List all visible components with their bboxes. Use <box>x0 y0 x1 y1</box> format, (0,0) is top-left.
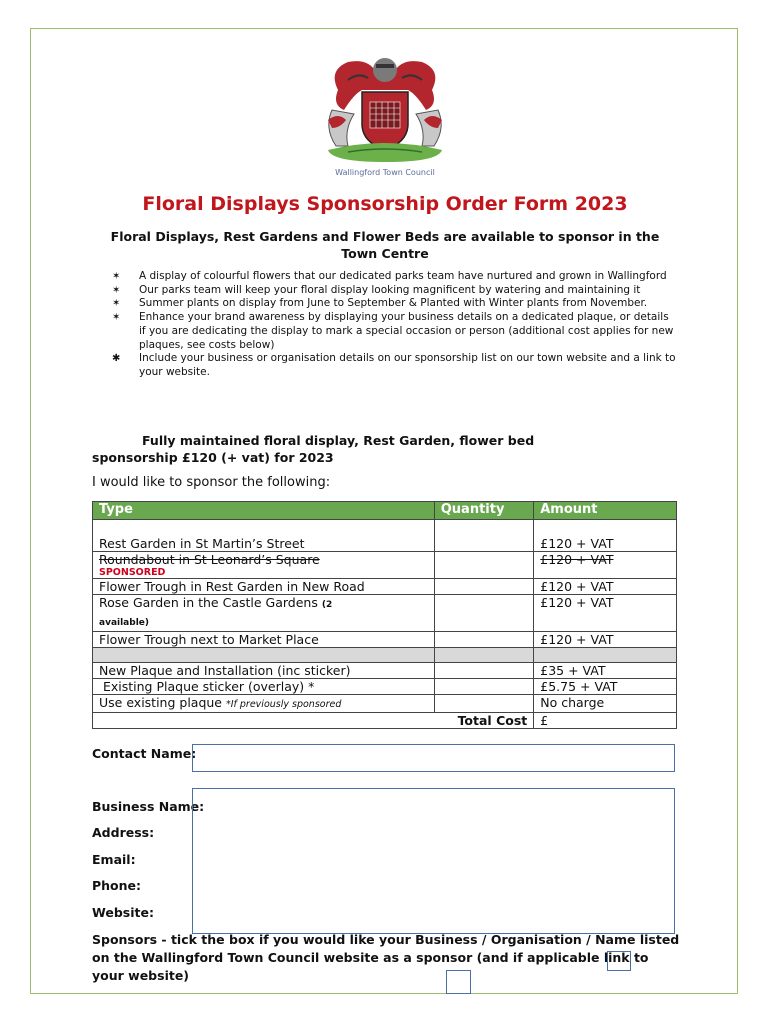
total-cost-label: Total Cost <box>93 713 534 729</box>
asterisk-bullet-icon: ✶ <box>112 312 121 324</box>
council-crest-logo <box>318 50 452 168</box>
table-row: Flower Trough in Rest Garden in New Road £120 + VAT <box>93 579 677 595</box>
table-row: Existing Plaque sticker (overlay) * £5.75 + VAT <box>93 679 677 695</box>
website-link-checkbox[interactable] <box>446 970 471 994</box>
benefits-list <box>110 270 676 380</box>
quantity-cell[interactable] <box>434 695 534 713</box>
page-subtitle: Floral Displays, Rest Gardens and Flower Beds are available to sponsor in the Town Centre <box>110 229 660 261</box>
quantity-column-header: Quantity <box>434 502 534 520</box>
intro-text: I would like to sponsor the following: <box>92 475 331 490</box>
quantity-cell[interactable] <box>434 663 534 679</box>
asterisk-bullet-icon: ✶ <box>112 298 121 310</box>
phone-label: Phone: <box>92 878 142 893</box>
contact-name-label: Contact Name: <box>92 746 197 761</box>
council-name-caption: Wallingford Town Council <box>335 168 435 177</box>
quantity-cell[interactable] <box>434 679 534 695</box>
sponsor-listing-note: Sponsors - tick the box if you would like your Business / Organisation / Name listed on the Wallingford Town Council website as a sponsor (and if applicable link to your website) <box>92 932 680 983</box>
contact-name-field[interactable] <box>192 744 675 772</box>
amount-column-header: Amount <box>534 502 677 520</box>
table-row: Rest Garden in St Martin’s Street £120 + VAT <box>93 520 677 552</box>
table-header-row <box>93 502 677 520</box>
table-separator-row <box>93 648 677 663</box>
address-label: Address: <box>92 825 155 840</box>
asterisk-bullet-icon: ✶ <box>112 284 121 296</box>
quantity-cell[interactable] <box>434 595 534 632</box>
table-row: New Plaque and Installation (inc sticker) £35 + VAT <box>93 663 677 679</box>
list-item: ✶ A display of colourful flowers that our dedicated parks team have nurtured and grown in Wallingford <box>112 270 667 282</box>
business-name-label: Business Name: <box>92 799 205 814</box>
offer-statement: Fully maintained floral display, Rest Garden, flower bed sponsorship £120 (+ vat) for 2023 <box>92 433 535 465</box>
quantity-cell[interactable] <box>434 579 534 595</box>
list-item: ✶ Our parks team will keep your floral display looking magnificent by watering and maintaining it <box>112 283 641 296</box>
list-item: ✱ Include your business or organisation details on our sponsorship list on our town website and a link to your website. <box>112 352 676 378</box>
table-row: Rose Garden in the Castle Gardens (2 available) £120 + VAT <box>93 595 677 632</box>
business-details-field[interactable] <box>192 788 675 934</box>
table-row: Use existing plaque *If previously sponsored No charge <box>93 695 677 713</box>
quantity-cell[interactable] <box>434 520 534 552</box>
total-row <box>93 713 677 729</box>
sponsorship-table <box>92 501 677 729</box>
quantity-cell[interactable] <box>434 632 534 648</box>
website-label: Website: <box>92 905 154 920</box>
asterisk-bullet-icon: ✱ <box>112 353 121 365</box>
quantity-cell <box>434 552 534 579</box>
list-item: ✶ Summer plants on display from June to September & Planted with Winter plants from November. <box>112 297 648 310</box>
type-column-header: Type <box>93 502 435 520</box>
sponsor-listing-checkbox[interactable] <box>607 951 631 971</box>
email-label: Email: <box>92 852 136 867</box>
page-title: Floral Displays Sponsorship Order Form 2023 <box>142 193 628 215</box>
sponsored-badge: SPONSORED <box>99 567 166 578</box>
asterisk-bullet-icon: ✶ <box>112 271 121 282</box>
list-item: ✶ Enhance your brand awareness by displaying your business details on a dedicated plaque, or details if you are dedicating the display to mark a special occasion or person (additional cost applies for new plaques, see costs below) <box>112 311 674 351</box>
total-cost-value[interactable]: £ <box>534 713 677 729</box>
table-row: Flower Trough next to Market Place £120 + VAT <box>93 632 677 648</box>
table-row: Roundabout in St Leonard’s Square SPONSORED £120 + VAT <box>93 552 677 579</box>
